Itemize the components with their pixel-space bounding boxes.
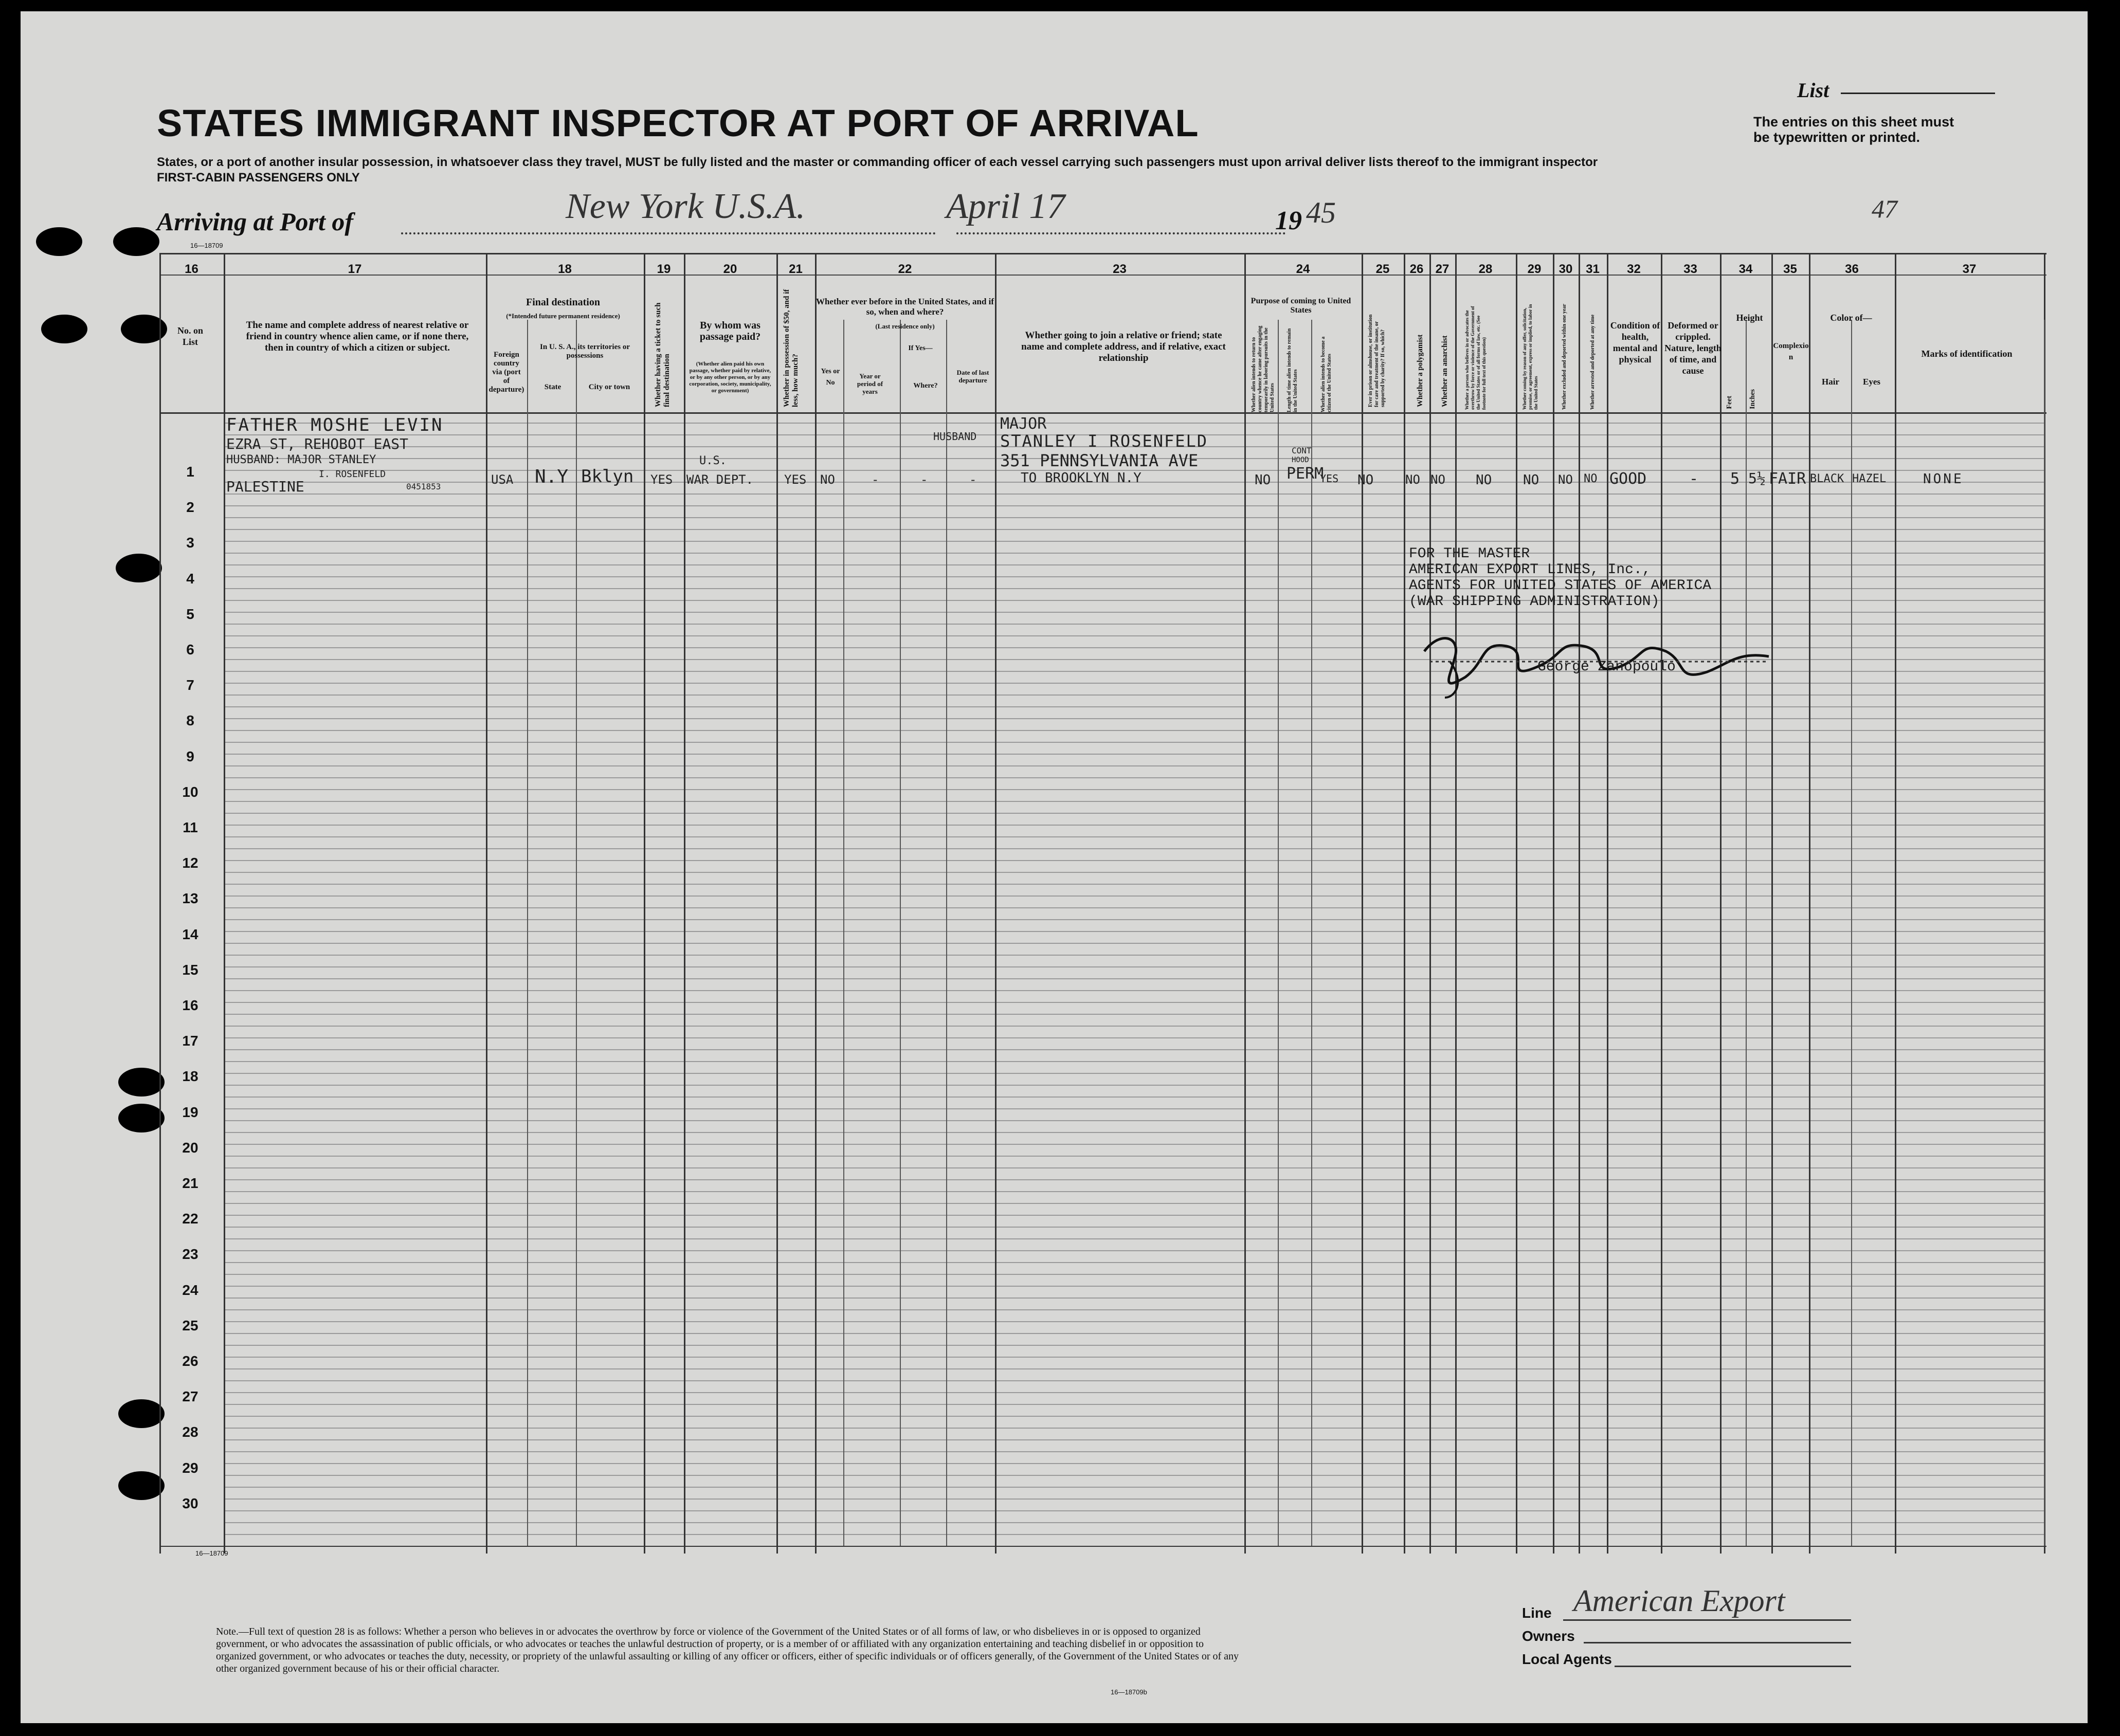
ruled-line	[224, 612, 2044, 613]
form-number-bottom: 16—18709	[195, 1549, 228, 1557]
local-agents-label: Local Agents	[1522, 1651, 1612, 1667]
ruled-line	[224, 1167, 2044, 1168]
punch-hole	[41, 315, 87, 343]
ruled-line	[224, 1321, 2044, 1322]
punch-hole	[118, 1471, 165, 1500]
column-line	[159, 253, 161, 1554]
column-number: 37	[1962, 262, 1977, 276]
header-purpose: Purpose of coming to United States	[1251, 297, 1351, 315]
column-number: 34	[1738, 262, 1753, 276]
header-passage-paid-sub: (Whether alien paid his own passage, whether paid by relative, or by any other person, or by any corporation, society, municipality, or government)	[689, 361, 771, 394]
row-number: 28	[182, 1424, 198, 1440]
ruled-line	[224, 1475, 2044, 1476]
column-number: 35	[1783, 262, 1797, 276]
header-inches: Inches	[1749, 389, 1756, 409]
column-line	[1771, 253, 1773, 1554]
ruled-line	[224, 1534, 2044, 1535]
entry-complexion: FAIR	[1769, 470, 1806, 488]
form-number-note: 16—18709b	[1111, 1688, 1147, 1696]
column-line	[1809, 253, 1810, 1554]
entry-length-1: CONT	[1292, 446, 1312, 455]
entry-length-2: HOOD	[1292, 456, 1309, 464]
arriving-label: Arriving at Port of	[157, 207, 353, 236]
entry-foreign-country: USA	[491, 472, 514, 487]
signer-name: George Zanopoulo	[1537, 659, 1676, 675]
ruled-line	[224, 931, 2044, 932]
ruled-line	[224, 966, 2044, 967]
ruled-line	[224, 836, 2044, 837]
row-number: 8	[186, 712, 194, 729]
ruled-line	[224, 494, 2044, 495]
stamp-line: AMERICAN EXPORT LINES, Inc.,	[1409, 562, 1651, 578]
ruled-line	[224, 1215, 2044, 1216]
column-number: 21	[789, 262, 803, 276]
ruled-line	[224, 1238, 2044, 1239]
ruled-line	[224, 955, 2044, 956]
ruled-line	[224, 1392, 2044, 1393]
form-subnote: States, or a port of another insular possession, in whatsoever class they travel, MUST be fully listed and the master or commanding officer of each vessel carrying such passengers must upon arrival deliver lists thereof to the immigrant inspector	[157, 155, 1598, 169]
header-final-destination-sub: (*Intended future permanent residence)	[506, 312, 620, 320]
entry-been-before: NO	[820, 472, 835, 487]
row-number: 17	[182, 1033, 198, 1049]
column-line	[1720, 253, 1722, 1554]
row-number: 22	[182, 1211, 198, 1227]
column-line	[1455, 253, 1457, 1554]
sub-column-line	[1278, 320, 1279, 1546]
row-number: 6	[186, 642, 194, 657]
header-color-of: Color of—	[1830, 313, 1872, 323]
row-number: 19	[182, 1104, 198, 1120]
column-line	[1661, 253, 1662, 1554]
header-where: Where?	[913, 382, 938, 390]
entry-anarchist: NO	[1430, 472, 1445, 487]
header-purpose-citizen: Whether alien intends to become a citizen of the United States	[1320, 336, 1332, 412]
ruled-line	[224, 553, 2044, 554]
ruled-line	[224, 1179, 2044, 1180]
relative-line-2: EZRA ST, REHOBOT EAST	[226, 435, 409, 452]
ruled-line	[224, 1451, 2044, 1452]
ruled-line	[224, 1274, 2044, 1275]
entry-inches: 5½	[1748, 470, 1766, 487]
column-line	[1553, 253, 1554, 1554]
header-complexion: Complexion	[1773, 342, 1809, 361]
ruled-line	[224, 1487, 2044, 1488]
owners-label: Owners	[1522, 1628, 1575, 1644]
entries-note	[1753, 114, 1954, 145]
header-ever-before-sub: (Last residence only)	[875, 322, 935, 330]
entry-passage-1: U.S.	[699, 454, 727, 467]
header-polygamist: Whether a polygamist	[1416, 334, 1424, 407]
header-ticket: Whether having a ticket to such final destination	[654, 302, 671, 407]
header-hair: Hair	[1822, 377, 1839, 387]
row-number: 30	[182, 1495, 198, 1511]
column-line	[224, 253, 225, 1554]
sub-column-line	[946, 320, 947, 1546]
header-feet: Feet	[1726, 396, 1733, 409]
header-if-yes: If Yes—	[908, 344, 933, 352]
ruled-line	[224, 907, 2044, 908]
ruled-line	[224, 860, 2044, 861]
header-nearest-relative: The name and complete address of nearest relative or friend in country whence alien came, or if none there, then in country of which a citizen or subject.	[246, 320, 469, 353]
column-number: 29	[1527, 262, 1542, 276]
ruled-line	[224, 1002, 2044, 1003]
header-q29: Whether coming by reason of any offer, solicitation, promise, or agreement, express or implied, to labor in the United States	[1522, 304, 1538, 410]
column-line	[644, 253, 645, 1554]
ruled-line	[224, 1522, 2044, 1523]
master-stamp	[1409, 546, 1711, 610]
ruled-line	[224, 765, 2044, 766]
column-line	[684, 253, 685, 1554]
ruled-line	[224, 1357, 2044, 1358]
entry-length-3: PERM	[1287, 465, 1324, 483]
column-number: 23	[1113, 262, 1127, 276]
header-fifty-dollars: Whether in possession of $50, and if less, how much?	[783, 289, 800, 407]
relative-line-6: 0451853	[406, 482, 441, 491]
stamp-line: AGENTS FOR UNITED STATES OF AMERICA	[1409, 578, 1712, 594]
entry-hair: BLACK	[1810, 472, 1844, 485]
sub-column-line	[576, 320, 577, 1546]
line-value: American Export	[1573, 1584, 1785, 1618]
entry-prison: NO	[1357, 472, 1374, 488]
row-number: 7	[186, 677, 194, 693]
ruled-line	[224, 1203, 2044, 1204]
ruled-line	[224, 1510, 2044, 1511]
column-line	[1895, 253, 1896, 1554]
relative-line-1: FATHER MOSHE LEVIN	[226, 415, 444, 435]
column-line	[1429, 253, 1431, 1554]
ruled-line	[224, 1286, 2044, 1287]
row-number: 5	[186, 606, 194, 622]
entry-passage-2: WAR DEPT.	[686, 472, 754, 487]
header-anarchist: Whether an anarchist	[1441, 335, 1449, 407]
ruled-line	[224, 943, 2044, 944]
ruled-line	[224, 777, 2044, 778]
owners-field	[1584, 1642, 1851, 1643]
header-marks: Marks of identification	[1921, 349, 2013, 359]
row-number: 27	[182, 1388, 198, 1405]
sub-column-line	[2044, 320, 2045, 1546]
ruled-line	[224, 1061, 2044, 1062]
ruled-line	[224, 872, 2044, 873]
row-number: 21	[182, 1175, 198, 1191]
entry-join-2: MAJOR	[1000, 415, 1047, 433]
column-number: 36	[1845, 262, 1859, 276]
ruled-line	[224, 1499, 2044, 1500]
row-number: 15	[182, 961, 198, 978]
ruled-line	[224, 1037, 2044, 1038]
ruled-line	[224, 505, 2044, 506]
column-line	[776, 253, 778, 1554]
entry-date-departure: -	[969, 472, 977, 487]
ruled-line	[224, 1463, 2044, 1464]
column-number: 22	[898, 262, 912, 276]
form-title: STATES IMMIGRANT INSPECTOR AT PORT OF ARRIVAL	[157, 102, 1199, 144]
row-number: 14	[182, 926, 198, 942]
row-number: 4	[186, 570, 194, 587]
ruled-line	[224, 1333, 2044, 1334]
entry-join-3: STANLEY I ROSENFELD	[1000, 431, 1208, 451]
cabin-class: FIRST-CABIN PASSENGERS ONLY	[157, 171, 360, 185]
header-ever-before: Whether ever before in the United States, and if so, when and where?	[816, 297, 994, 317]
column-line	[1516, 253, 1517, 1554]
stamp-line: FOR THE MASTER	[1409, 546, 1530, 562]
line-field	[1563, 1619, 1851, 1621]
column-number: 27	[1435, 262, 1449, 276]
header-join-relative: Whether going to join a relative or friend; state name and complete address, and if relative, exact relationship	[1021, 330, 1226, 363]
row-number: 18	[182, 1068, 198, 1085]
ruled-line	[224, 600, 2044, 601]
entry-citizen: YES	[1320, 472, 1339, 485]
column-number: 28	[1478, 262, 1493, 276]
ruled-line	[224, 1298, 2044, 1299]
page-number: 47	[1872, 194, 1897, 223]
entry-city: Bklyn	[581, 466, 634, 487]
line-label: Line	[1522, 1605, 1552, 1621]
row-number: 9	[186, 748, 194, 764]
row-number: 13	[182, 890, 198, 907]
header-health: Condition of health, mental and physical	[1610, 320, 1660, 364]
column-number: 17	[348, 262, 362, 276]
ruled-line	[224, 990, 2044, 991]
column-line	[1607, 253, 1608, 1554]
header-prison: Ever in prison or almshouse, or institution for care and treatment of the insane, or supported by charity? If so, which?	[1368, 314, 1386, 407]
ruled-line	[224, 1014, 2044, 1015]
list-line	[1841, 93, 1995, 94]
ruled-line	[224, 1049, 2044, 1050]
ruled-line	[224, 1026, 2044, 1027]
port-value: New York U.S.A.	[566, 187, 806, 226]
entry-feet: 5	[1730, 470, 1740, 488]
entry-years: -	[872, 472, 879, 487]
row-number: 24	[182, 1282, 198, 1298]
ruled-line	[224, 848, 2044, 849]
ruled-line	[224, 1262, 2044, 1263]
question-28-note: Note.—Full text of question 28 is as follows: Whether a person who believes in or advocates the overthrow by force or violence of the Government of the United States or of all forms of law, or who disbelieves in or is opposed to organized government, or who advocates the assassination of public officials, or who advocates or teaches the unlawful destruction of property, or is a member of or affiliated with any organization entertaining and teaching disbelief in or opposition to organized government, or who advocates or teaches the duty, necessity, or propriety of the unlawful assaulting or killing of any officer or officers, either of specific individuals or of officers generally, of the Government of the United States or of any other organized government because of his or their official character.	[216, 1626, 1239, 1674]
row-number: 16	[182, 997, 198, 1013]
row-number: 3	[186, 535, 194, 551]
row-number: 25	[182, 1317, 198, 1333]
ruled-line	[224, 896, 2044, 897]
date-value: April 17	[946, 187, 1065, 226]
ruled-line	[224, 718, 2044, 719]
row-number: 2	[186, 499, 194, 516]
header-city: City or town	[588, 383, 630, 391]
ruled-line	[224, 1191, 2044, 1192]
entry-join-4: 351 PENNSYLVANIA AVE	[1000, 451, 1199, 470]
header-purpose-length: Length of time alien intends to remain in the United States	[1287, 328, 1298, 412]
entry-join-1: HUSBAND	[933, 430, 977, 443]
punch-hole	[116, 554, 162, 582]
ruled-line	[224, 801, 2044, 802]
column-number: 16	[185, 262, 198, 276]
column-number: 30	[1559, 262, 1573, 276]
ruled-line	[224, 825, 2044, 826]
entry-q28: NO	[1476, 472, 1492, 488]
header-date-departure: Date of last departure	[956, 369, 989, 384]
header-no-on-list: No. on List	[177, 325, 203, 347]
entry-ticket: YES	[650, 472, 673, 487]
punch-hole	[113, 227, 159, 256]
column-line	[995, 253, 996, 1554]
entry-eyes: HAZEL	[1852, 472, 1887, 485]
punch-hole	[36, 227, 82, 256]
row-number: 12	[182, 855, 198, 871]
punch-hole	[118, 1104, 165, 1132]
column-line	[815, 253, 817, 1554]
entry-deformed: -	[1689, 470, 1699, 488]
stamp-line: (WAR SHIPPING ADMINISTRATION)	[1409, 594, 1660, 610]
row-number: 1	[186, 464, 194, 480]
entry-q29: NO	[1523, 472, 1539, 488]
column-number: 19	[657, 262, 671, 276]
ruled-line	[224, 1085, 2044, 1086]
ruled-line	[224, 1108, 2044, 1109]
ruled-line	[224, 1073, 2044, 1074]
ruled-line	[224, 564, 2044, 565]
ruled-line	[224, 813, 2044, 814]
ruled-line	[224, 754, 2044, 755]
ruled-line	[224, 706, 2044, 707]
row-number: 20	[182, 1139, 198, 1156]
ruled-line	[224, 1439, 2044, 1440]
column-line	[1404, 253, 1405, 1554]
header-yes-no: Yes or No	[821, 368, 840, 387]
sub-column-line	[1851, 320, 1852, 1546]
ruled-line	[224, 1144, 2044, 1145]
row-number: 29	[182, 1459, 198, 1476]
header-final-destination: Final destination	[526, 297, 600, 308]
header-q28: Whether a person who believes in or advocates the overthrow by force or violence of the Government of the United States or of all forms of law, etc. (See footnote for full text of this question)	[1464, 306, 1487, 410]
ruled-line	[224, 1097, 2044, 1098]
sub-column-line	[843, 320, 844, 1546]
ruled-line	[224, 576, 2044, 577]
ruled-line	[224, 423, 2044, 424]
row-number: 10	[182, 783, 198, 800]
header-foreign-country: Foreign country via (port of departure)	[488, 351, 524, 394]
ruled-line	[224, 730, 2044, 731]
column-number: 31	[1586, 262, 1600, 276]
ruled-line	[224, 789, 2044, 790]
sub-column-line	[1311, 320, 1312, 1546]
ruled-line	[224, 884, 2044, 885]
column-number: 33	[1683, 262, 1697, 276]
header-q30: Whether excluded and deported within one year	[1562, 304, 1567, 410]
row-number: 11	[183, 819, 198, 835]
row-number: 23	[182, 1246, 198, 1263]
ruled-line	[224, 1416, 2044, 1417]
ruled-line	[224, 517, 2044, 518]
ruled-line	[224, 1345, 2044, 1346]
column-line	[1244, 253, 1246, 1554]
year-prefix: 19	[1275, 206, 1302, 235]
punch-hole	[118, 1068, 165, 1097]
relative-line-5: PALESTINE	[226, 478, 304, 495]
header-purpose-return: Whether alien intends to return to country whence he came after engaging temporarily in laboring pursuits in the United States	[1251, 325, 1275, 412]
header-state: State	[544, 383, 561, 391]
ruled-line	[224, 919, 2044, 920]
column-number: 18	[558, 262, 572, 276]
ruled-line	[224, 742, 2044, 743]
entry-polygamist: NO	[1405, 472, 1420, 487]
list-label: List	[1797, 79, 1829, 102]
table-top-border	[159, 253, 2046, 254]
ruled-line	[224, 1227, 2044, 1228]
entry-marks: NONE	[1923, 471, 1964, 487]
ruled-line	[224, 1250, 2044, 1251]
local-agents-field	[1615, 1666, 1851, 1667]
ruled-line	[224, 1120, 2044, 1121]
sub-column-line	[900, 320, 901, 1546]
ruled-line	[224, 588, 2044, 589]
column-number: 24	[1296, 262, 1310, 276]
sub-column-line	[527, 320, 528, 1546]
entry-join-5: TO BROOKLYN N.Y	[1021, 470, 1141, 486]
relative-line-4: I. ROSENFELD	[319, 469, 386, 480]
column-line	[486, 253, 487, 1554]
column-line	[1362, 253, 1363, 1554]
header-height: Height	[1736, 313, 1763, 323]
entry-fifty-dollars: YES	[784, 472, 807, 487]
table-bottom-border	[159, 1546, 2046, 1547]
ruled-line	[224, 1156, 2044, 1157]
row-number: 26	[182, 1353, 198, 1369]
year-value: 45	[1306, 196, 1336, 229]
header-bottom-border	[159, 412, 2046, 414]
relative-line-3: HUSBAND: MAJOR STANLEY	[226, 453, 376, 466]
entries-note-line: The entries on this sheet must	[1753, 114, 1954, 130]
header-passage-paid: By whom was passage paid?	[699, 320, 761, 342]
column-line	[1579, 253, 1580, 1554]
header-deformed: Deformed or crippled. Nature, length of time, and cause	[1664, 320, 1722, 376]
entry-state: N.Y	[535, 466, 569, 487]
entry-return: NO	[1255, 472, 1271, 488]
port-line	[401, 232, 936, 234]
header-q31: Whether arrested and deported at any time	[1590, 314, 1596, 410]
entry-q31: NO	[1584, 472, 1598, 485]
entry-where: -	[920, 472, 928, 487]
ruled-line	[224, 541, 2044, 542]
ruled-line	[224, 1132, 2044, 1133]
form-number: 16—18709	[190, 242, 223, 249]
ruled-line	[224, 1380, 2044, 1381]
punch-hole	[118, 1399, 165, 1428]
header-eyes: Eyes	[1863, 377, 1880, 387]
manifest-sheet	[21, 11, 2088, 1723]
column-number: 32	[1627, 262, 1641, 276]
ruled-line	[224, 1309, 2044, 1310]
entries-note-line: be typewritten or printed.	[1753, 130, 1920, 145]
sub-column-line	[1746, 320, 1747, 1546]
header-years: Year or period of years	[857, 372, 883, 395]
header-in-usa: In U. S. A., its territories or possessions	[540, 343, 630, 360]
entry-q30: NO	[1558, 472, 1573, 487]
ruled-line	[224, 529, 2044, 530]
ruled-line	[224, 1428, 2044, 1429]
ruled-line	[224, 978, 2044, 979]
column-number: 25	[1375, 262, 1390, 276]
ruled-line	[224, 1368, 2044, 1369]
date-line	[956, 232, 1285, 234]
entry-health: GOOD	[1609, 470, 1647, 488]
column-number: 20	[723, 262, 737, 276]
ruled-line	[224, 1404, 2044, 1405]
column-number: 26	[1409, 262, 1424, 276]
